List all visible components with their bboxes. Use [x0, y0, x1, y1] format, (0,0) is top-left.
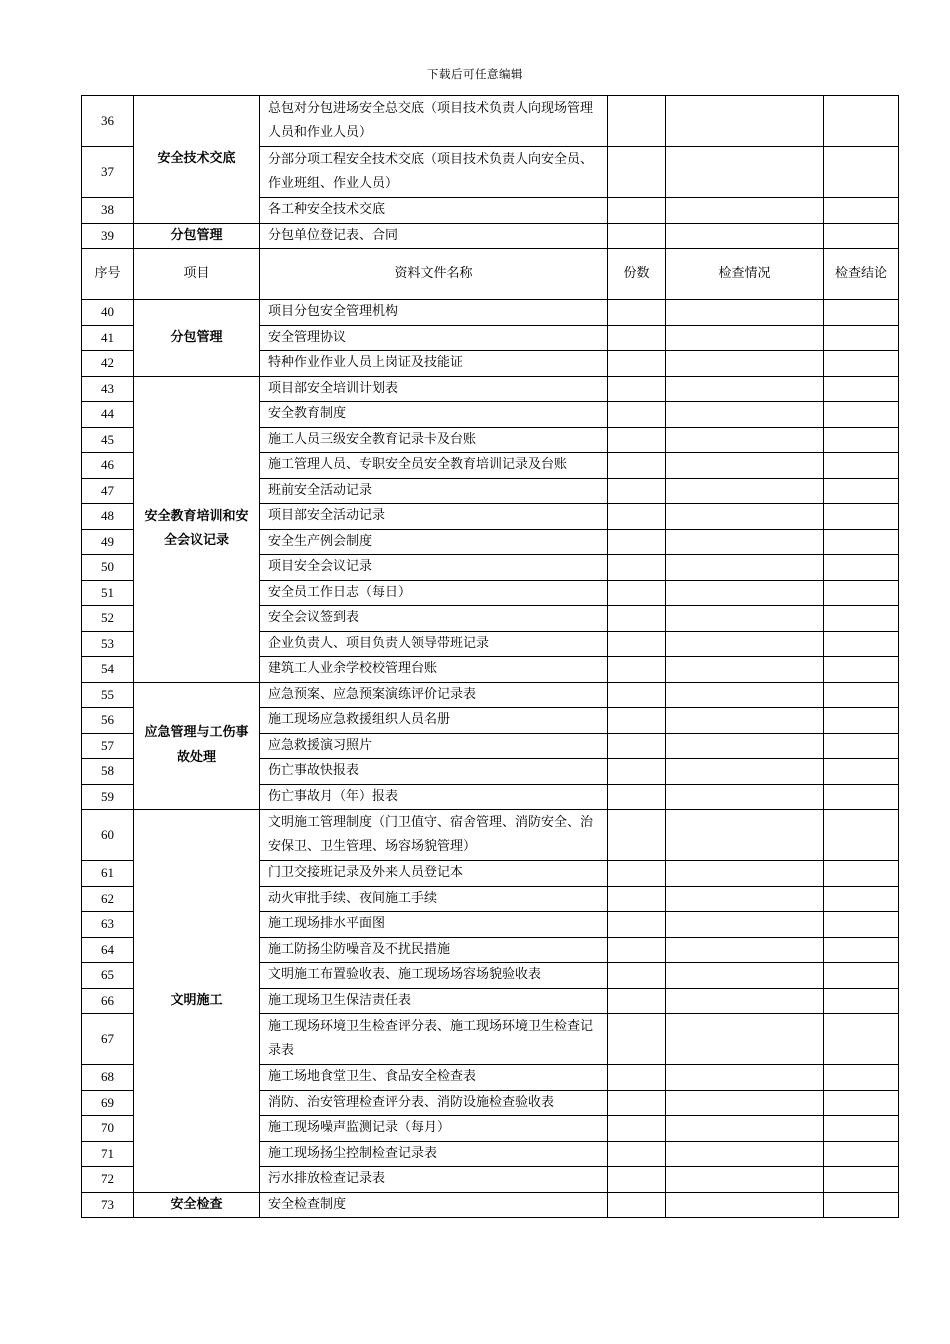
- copies-cell[interactable]: [608, 1141, 666, 1167]
- copies-cell[interactable]: [608, 784, 666, 810]
- row-number: 50: [82, 555, 134, 581]
- table-row: [82, 810, 899, 861]
- status-cell[interactable]: [666, 937, 824, 963]
- document-name: 门卫交接班记录及外来人员登记本: [260, 861, 608, 887]
- copies-cell[interactable]: [608, 529, 666, 555]
- status-cell[interactable]: [666, 504, 824, 530]
- document-name: 项目部安全培训计划表: [260, 376, 608, 402]
- status-cell[interactable]: [666, 810, 824, 861]
- copies-cell[interactable]: [608, 198, 666, 224]
- status-cell[interactable]: [666, 198, 824, 224]
- conclusion-cell[interactable]: [824, 733, 899, 759]
- copies-cell[interactable]: [608, 351, 666, 377]
- conclusion-cell[interactable]: [824, 555, 899, 581]
- document-name: 总包对分包进场安全总交底（项目技术负责人向现场管理人员和作业人员）: [260, 96, 608, 147]
- row-number: 57: [82, 733, 134, 759]
- column-header-copies: 份数: [608, 249, 666, 300]
- row-number: 66: [82, 988, 134, 1014]
- document-name: 班前安全活动记录: [260, 478, 608, 504]
- status-cell[interactable]: [666, 402, 824, 428]
- copies-cell[interactable]: [608, 912, 666, 938]
- document-name: 安全管理协议: [260, 325, 608, 351]
- copies-cell[interactable]: [608, 504, 666, 530]
- document-name: 施工防扬尘防噪音及不扰民措施: [260, 937, 608, 963]
- copies-cell[interactable]: [608, 886, 666, 912]
- status-cell[interactable]: [666, 580, 824, 606]
- conclusion-cell[interactable]: [824, 198, 899, 224]
- row-number: 55: [82, 682, 134, 708]
- document-name: 企业负责人、项目负责人领导带班记录: [260, 631, 608, 657]
- status-cell[interactable]: [666, 631, 824, 657]
- document-name: 施工现场应急救援组织人员名册: [260, 708, 608, 734]
- conclusion-cell[interactable]: [824, 708, 899, 734]
- row-number: 67: [82, 1014, 134, 1065]
- copies-cell[interactable]: [608, 427, 666, 453]
- document-name: 安全生产例会制度: [260, 529, 608, 555]
- document-name: 项目部安全活动记录: [260, 504, 608, 530]
- conclusion-cell[interactable]: [824, 147, 899, 198]
- conclusion-cell[interactable]: [824, 886, 899, 912]
- conclusion-cell[interactable]: [824, 223, 899, 249]
- conclusion-cell[interactable]: [824, 1116, 899, 1142]
- status-cell[interactable]: [666, 1065, 824, 1091]
- row-number: 51: [82, 580, 134, 606]
- status-cell[interactable]: [666, 861, 824, 887]
- document-name: 分包单位登记表、合同: [260, 223, 608, 249]
- copies-cell[interactable]: [608, 300, 666, 326]
- status-cell[interactable]: [666, 963, 824, 989]
- table-row: [82, 376, 899, 402]
- row-number: 54: [82, 657, 134, 683]
- document-name: 伤亡事故快报表: [260, 759, 608, 785]
- group-label: 分包管理: [134, 223, 260, 249]
- row-number: 39: [82, 223, 134, 249]
- row-number: 73: [82, 1192, 134, 1218]
- column-header-no: 序号: [82, 249, 134, 300]
- conclusion-cell[interactable]: [824, 580, 899, 606]
- table-row: [82, 223, 899, 249]
- status-cell[interactable]: [666, 555, 824, 581]
- group-label: 分包管理: [134, 300, 260, 377]
- conclusion-cell[interactable]: [824, 861, 899, 887]
- document-table: [81, 95, 899, 1218]
- status-cell[interactable]: [666, 606, 824, 632]
- status-cell[interactable]: [666, 988, 824, 1014]
- conclusion-cell[interactable]: [824, 759, 899, 785]
- copies-cell[interactable]: [608, 147, 666, 198]
- column-header-name: 资料文件名称: [260, 249, 608, 300]
- row-number: 52: [82, 606, 134, 632]
- conclusion-cell[interactable]: [824, 427, 899, 453]
- document-name: 项目安全会议记录: [260, 555, 608, 581]
- copies-cell[interactable]: [608, 708, 666, 734]
- document-name: 安全检查制度: [260, 1192, 608, 1218]
- conclusion-cell[interactable]: [824, 300, 899, 326]
- conclusion-cell[interactable]: [824, 1167, 899, 1193]
- status-cell[interactable]: [666, 759, 824, 785]
- conclusion-cell[interactable]: [824, 631, 899, 657]
- conclusion-cell[interactable]: [824, 504, 899, 530]
- copies-cell[interactable]: [608, 325, 666, 351]
- conclusion-cell[interactable]: [824, 453, 899, 479]
- group-label: 安全技术交底: [134, 96, 260, 224]
- conclusion-cell[interactable]: [824, 988, 899, 1014]
- conclusion-cell[interactable]: [824, 784, 899, 810]
- row-number: 36: [82, 96, 134, 147]
- document-name: 特种作业作业人员上岗证及技能证: [260, 351, 608, 377]
- copies-cell[interactable]: [608, 376, 666, 402]
- row-number: 56: [82, 708, 134, 734]
- column-header-item: 项目: [134, 249, 260, 300]
- copies-cell[interactable]: [608, 223, 666, 249]
- document-name: 文明施工管理制度（门卫值守、宿舍管理、消防安全、治安保卫、卫生管理、场容场貌管理）: [260, 810, 608, 861]
- column-header-conclusion: 检查结论: [824, 249, 899, 300]
- status-cell[interactable]: [666, 1141, 824, 1167]
- status-cell[interactable]: [666, 682, 824, 708]
- document-name: 安全会议签到表: [260, 606, 608, 632]
- table-row: [82, 1192, 899, 1218]
- conclusion-cell[interactable]: [824, 810, 899, 861]
- conclusion-cell[interactable]: [824, 478, 899, 504]
- document-name: 安全教育制度: [260, 402, 608, 428]
- row-number: 38: [82, 198, 134, 224]
- row-number: 48: [82, 504, 134, 530]
- copies-cell[interactable]: [608, 96, 666, 147]
- status-cell[interactable]: [666, 300, 824, 326]
- copies-cell[interactable]: [608, 1167, 666, 1193]
- row-number: 41: [82, 325, 134, 351]
- copies-cell[interactable]: [608, 1192, 666, 1218]
- row-number: 47: [82, 478, 134, 504]
- conclusion-cell[interactable]: [824, 1141, 899, 1167]
- conclusion-cell[interactable]: [824, 1014, 899, 1065]
- row-number: 53: [82, 631, 134, 657]
- row-number: 68: [82, 1065, 134, 1091]
- copies-cell[interactable]: [608, 759, 666, 785]
- document-name: 动火审批手续、夜间施工手续: [260, 886, 608, 912]
- row-number: 60: [82, 810, 134, 861]
- row-number: 49: [82, 529, 134, 555]
- status-cell[interactable]: [666, 96, 824, 147]
- conclusion-cell[interactable]: [824, 96, 899, 147]
- conclusion-cell[interactable]: [824, 606, 899, 632]
- row-number: 42: [82, 351, 134, 377]
- document-name: 应急救援演习照片: [260, 733, 608, 759]
- group-label: 应急管理与工伤事故处理: [134, 682, 260, 810]
- document-name: 分部分项工程安全技术交底（项目技术负责人向安全员、作业班组、作业人员）: [260, 147, 608, 198]
- document-name: 文明施工布置验收表、施工现场场容场貌验收表: [260, 963, 608, 989]
- status-cell[interactable]: [666, 147, 824, 198]
- conclusion-cell[interactable]: [824, 937, 899, 963]
- copies-cell[interactable]: [608, 1090, 666, 1116]
- column-header-status: 检查情况: [666, 249, 824, 300]
- copies-cell[interactable]: [608, 963, 666, 989]
- copies-cell[interactable]: [608, 1065, 666, 1091]
- group-label: 安全教育培训和安全会议记录: [134, 376, 260, 682]
- document-name: 伤亡事故月（年）报表: [260, 784, 608, 810]
- document-name: 施工管理人员、专职安全员安全教育培训记录及台账: [260, 453, 608, 479]
- conclusion-cell[interactable]: [824, 351, 899, 377]
- column-header-row: [82, 249, 899, 300]
- row-number: 64: [82, 937, 134, 963]
- row-number: 61: [82, 861, 134, 887]
- copies-cell[interactable]: [608, 1116, 666, 1142]
- conclusion-cell[interactable]: [824, 1192, 899, 1218]
- copies-cell[interactable]: [608, 606, 666, 632]
- copies-cell[interactable]: [608, 988, 666, 1014]
- document-name: 项目分包安全管理机构: [260, 300, 608, 326]
- status-cell[interactable]: [666, 708, 824, 734]
- row-number: 71: [82, 1141, 134, 1167]
- status-cell[interactable]: [666, 733, 824, 759]
- row-number: 69: [82, 1090, 134, 1116]
- group-label: 文明施工: [134, 810, 260, 1193]
- row-number: 65: [82, 963, 134, 989]
- copies-cell[interactable]: [608, 402, 666, 428]
- status-cell[interactable]: [666, 351, 824, 377]
- status-cell[interactable]: [666, 912, 824, 938]
- document-name: 施工现场环境卫生检查评分表、施工现场环境卫生检查记录表: [260, 1014, 608, 1065]
- status-cell[interactable]: [666, 1116, 824, 1142]
- status-cell[interactable]: [666, 886, 824, 912]
- document-name: 施工场地食堂卫生、食品安全检查表: [260, 1065, 608, 1091]
- status-cell[interactable]: [666, 1014, 824, 1065]
- status-cell[interactable]: [666, 657, 824, 683]
- page-header: 下载后可任意编辑: [427, 67, 523, 81]
- document-name: 施工现场排水平面图: [260, 912, 608, 938]
- document-name: 污水排放检查记录表: [260, 1167, 608, 1193]
- row-number: 45: [82, 427, 134, 453]
- document-name: 施工现场扬尘控制检查记录表: [260, 1141, 608, 1167]
- status-cell[interactable]: [666, 376, 824, 402]
- copies-cell[interactable]: [608, 1014, 666, 1065]
- status-cell[interactable]: [666, 427, 824, 453]
- group-label: 安全检查: [134, 1192, 260, 1218]
- copies-cell[interactable]: [608, 580, 666, 606]
- conclusion-cell[interactable]: [824, 682, 899, 708]
- status-cell[interactable]: [666, 529, 824, 555]
- document-name: 施工人员三级安全教育记录卡及台账: [260, 427, 608, 453]
- table-row: [82, 96, 899, 147]
- conclusion-cell[interactable]: [824, 402, 899, 428]
- document-name: 施工现场卫生保洁责任表: [260, 988, 608, 1014]
- table-row: [82, 300, 899, 326]
- copies-cell[interactable]: [608, 682, 666, 708]
- status-cell[interactable]: [666, 478, 824, 504]
- copies-cell[interactable]: [608, 631, 666, 657]
- status-cell[interactable]: [666, 1090, 824, 1116]
- document-name: 建筑工人业余学校校管理台账: [260, 657, 608, 683]
- document-name: 安全员工作日志（每日）: [260, 580, 608, 606]
- table-row: [82, 682, 899, 708]
- row-number: 62: [82, 886, 134, 912]
- copies-cell[interactable]: [608, 453, 666, 479]
- row-number: 63: [82, 912, 134, 938]
- document-name: 消防、治安管理检查评分表、消防设施检查验收表: [260, 1090, 608, 1116]
- row-number: 43: [82, 376, 134, 402]
- row-number: 40: [82, 300, 134, 326]
- copies-cell[interactable]: [608, 733, 666, 759]
- copies-cell[interactable]: [608, 555, 666, 581]
- row-number: 44: [82, 402, 134, 428]
- conclusion-cell[interactable]: [824, 1065, 899, 1091]
- conclusion-cell[interactable]: [824, 376, 899, 402]
- conclusion-cell[interactable]: [824, 912, 899, 938]
- copies-cell[interactable]: [608, 861, 666, 887]
- row-number: 58: [82, 759, 134, 785]
- conclusion-cell[interactable]: [824, 1090, 899, 1116]
- row-number: 72: [82, 1167, 134, 1193]
- document-name: 应急预案、应急预案演练评价记录表: [260, 682, 608, 708]
- conclusion-cell[interactable]: [824, 657, 899, 683]
- status-cell[interactable]: [666, 784, 824, 810]
- status-cell[interactable]: [666, 1192, 824, 1218]
- copies-cell[interactable]: [608, 657, 666, 683]
- copies-cell[interactable]: [608, 810, 666, 861]
- conclusion-cell[interactable]: [824, 963, 899, 989]
- status-cell[interactable]: [666, 453, 824, 479]
- row-number: 70: [82, 1116, 134, 1142]
- status-cell[interactable]: [666, 1167, 824, 1193]
- copies-cell[interactable]: [608, 937, 666, 963]
- row-number: 59: [82, 784, 134, 810]
- document-name: 施工现场噪声监测记录（每月）: [260, 1116, 608, 1142]
- status-cell[interactable]: [666, 223, 824, 249]
- status-cell[interactable]: [666, 325, 824, 351]
- row-number: 46: [82, 453, 134, 479]
- document-name: 各工种安全技术交底: [260, 198, 608, 224]
- copies-cell[interactable]: [608, 478, 666, 504]
- row-number: 37: [82, 147, 134, 198]
- conclusion-cell[interactable]: [824, 529, 899, 555]
- conclusion-cell[interactable]: [824, 325, 899, 351]
